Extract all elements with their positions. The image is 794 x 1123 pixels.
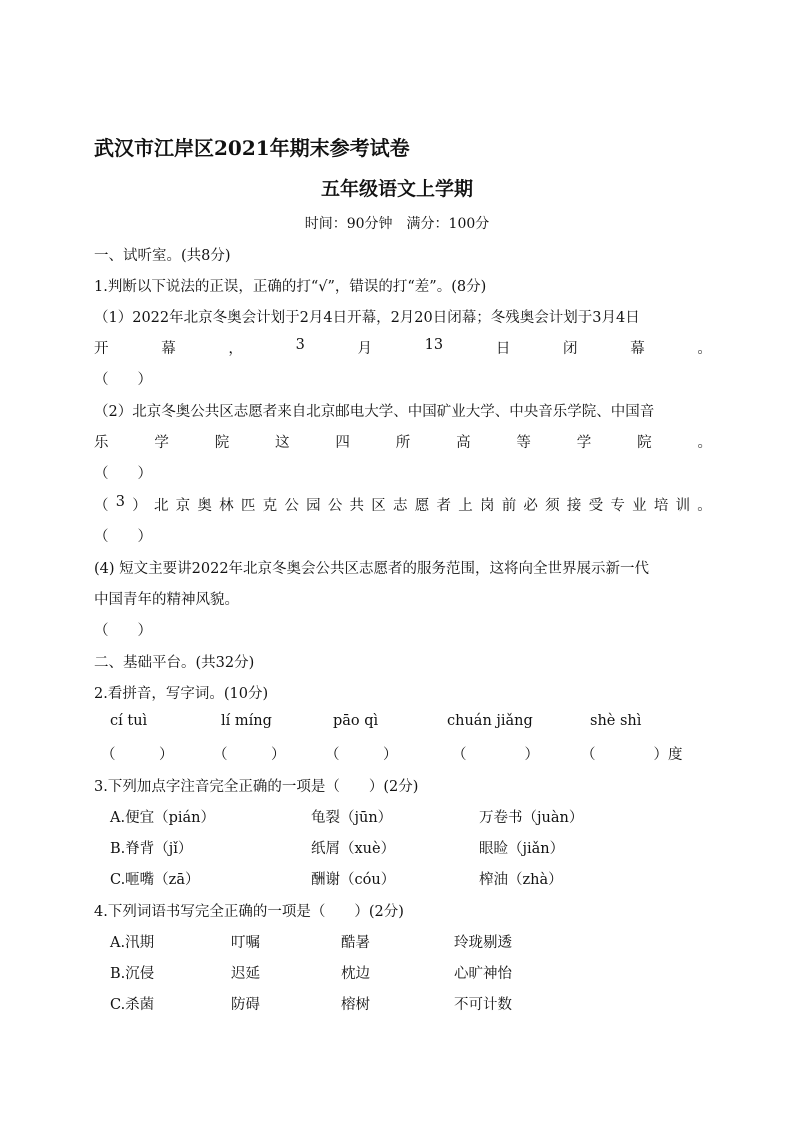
q1-item3-line1: （ 3 ） 北 京 奥 林 匹 克 公 园 公 共 区 志 愿 者 上 岗 前 必 须 接 受 专 业 培 训 。 xyxy=(94,494,712,514)
q3-option-b: B.脊背（jǐ） xyxy=(110,841,193,857)
q3-option-c-word2: 酬谢（cóu） xyxy=(311,872,396,888)
q2-stem: 2.看拼音，写字词。(10分) xyxy=(94,686,269,702)
q4-option-a-word4: 玲珑剔透 xyxy=(454,935,512,951)
q1-item1-line1: （1）2022年北京冬奥会计划于2月4日开幕，2月20日闭幕；冬残奥会计划于3月4日 xyxy=(94,310,640,326)
pinyin-5: shè shì xyxy=(590,713,642,729)
pinyin-4: chuán jiǎng xyxy=(447,713,533,729)
q4-option-a-word3: 酷暑 xyxy=(341,935,370,951)
q4-option-a: A.汛期 xyxy=(110,935,155,951)
q4-option-a-word2: 叮嘱 xyxy=(231,935,260,951)
pinyin-1: cí tuì xyxy=(110,713,148,729)
q4-option-c-word2: 防碍 xyxy=(231,997,260,1013)
q4-stem: 4.下列词语书写完全正确的一项是（ ）(2分) xyxy=(94,904,404,920)
q3-option-b-word3: 眼睑（jiǎn） xyxy=(479,841,565,857)
q3-option-b-word2: 纸屑（xuè） xyxy=(311,841,396,857)
q4-option-b-word3: 枕边 xyxy=(341,966,370,982)
part1-heading: 一、试听室。(共8分) xyxy=(94,248,231,264)
q4-option-b-word2: 迟延 xyxy=(231,966,260,982)
answer-box-4[interactable]: （ ） xyxy=(452,747,539,763)
exam-subtitle: 五年级语文上学期 xyxy=(320,178,473,200)
answer-box-3[interactable]: （ ） xyxy=(325,747,398,763)
q1-item1-line2: 开 幕 ， 3 月 13 日 闭 幕 。 xyxy=(94,337,712,357)
q1-item4-answer-blank[interactable]: （ ） xyxy=(94,623,152,639)
answer-box-5[interactable]: （ ）度 xyxy=(581,747,683,763)
q4-option-c: C.杀菌 xyxy=(110,997,155,1013)
part2-heading: 二、基础平台。(共32分) xyxy=(94,655,255,671)
q1-item2-line2: 乐 学 院 这 四 所 高 等 学 院 。 xyxy=(94,435,712,451)
q4-option-c-word4: 不可计数 xyxy=(454,997,512,1013)
answer-box-2[interactable]: （ ） xyxy=(213,747,286,763)
q3-stem: 3.下列加点字注音完全正确的一项是（ ）(2分) xyxy=(94,779,419,795)
q3-option-a-word2: 龟裂（jūn） xyxy=(311,810,393,826)
exam-title: 武汉市江岸区2021年期末参考试卷 xyxy=(94,136,410,160)
q1-item2-answer-blank[interactable]: （ ） xyxy=(94,466,152,482)
q1-item2-line1: （2）北京冬奥公共区志愿者来自北京邮电大学、中国矿业大学、中央音乐学院、中国音 xyxy=(94,404,655,420)
q3-option-c: C.咂嘴（zā） xyxy=(110,872,200,888)
q1-item1-answer-blank[interactable]: （ ） xyxy=(94,372,152,388)
exam-meta: 时间：90分钟 满分：100分 xyxy=(304,216,490,232)
pinyin-3: pāo qì xyxy=(333,713,379,729)
q4-option-b-word4: 心旷神怡 xyxy=(454,966,512,982)
q3-option-c-word3: 榨油（zhà） xyxy=(479,872,563,888)
q1-item3-answer-blank[interactable]: （ ） xyxy=(94,529,152,545)
q3-option-a: A.便宜（pián） xyxy=(110,810,215,826)
q4-option-c-word3: 榕树 xyxy=(341,997,370,1013)
q1-stem: 1.判断以下说法的正误，正确的打“√”，错误的打“差”。(8分) xyxy=(94,279,487,295)
q1-item4-line1: (4) 短文主要讲2022年北京冬奥会公共区志愿者的服务范围，这将向全世界展示新一代 xyxy=(94,561,650,577)
pinyin-2: lí míng xyxy=(221,713,272,729)
q4-option-b: B.沉侵 xyxy=(110,966,155,982)
q3-option-a-word3: 万卷书（juàn） xyxy=(479,810,584,826)
answer-box-1[interactable]: （ ） xyxy=(101,747,174,763)
q1-item4-line2: 中国青年的精神风貌。 xyxy=(94,592,239,608)
